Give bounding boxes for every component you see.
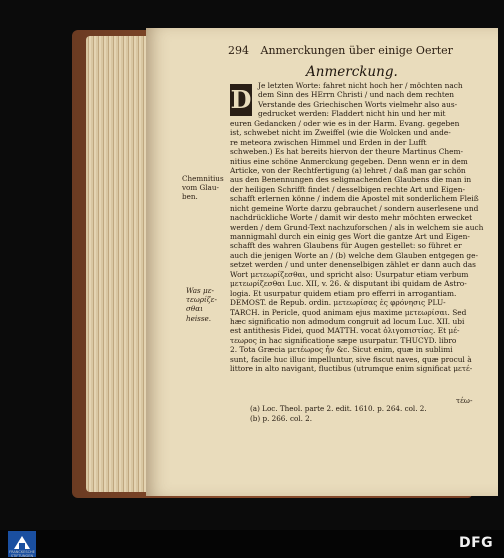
body-line: auch die jenigen Worte an / (b) welche dem Glauben entgegen ge- (230, 250, 479, 260)
margin-note-line: vom Glau- (182, 183, 219, 193)
body-line: werden / dem Grund-Text nachzuforschen / als in welchem sie auch (230, 222, 484, 232)
body-line: DEMOST. de Repub. ordin. μετεωρίσας ἐς φρόνησις PLU- (230, 298, 446, 308)
body-line: littore in alto navigant, fluctibus (utrumque enim significat μετέ- (230, 364, 473, 374)
section-title: Anmerckung. (306, 64, 398, 80)
page-edges (86, 36, 148, 492)
body-line: est antithesis Fidei, quod MATTH. vocat ὀλιγοπιστίας. Et μέ- (230, 326, 460, 336)
margin-note-line: Chemnitius (182, 174, 224, 183)
body-line: nicht gemeine Worte darzu gebrauchet / sondern auserlesene und (230, 203, 479, 213)
decorated-initial: D (230, 85, 252, 114)
body-line: dem Sinn des HErrn Christi / und nach dem rechten (258, 90, 455, 100)
running-head-text: Anmerckungen über einige Oerter (260, 44, 453, 57)
dfg-logo: DFG (459, 535, 494, 551)
margin-note-line: ben. (182, 192, 198, 202)
body-line: re meteora zwischen Himmel und Erden in der Lufft (230, 137, 427, 147)
footnote-a: (a) Loc. Theol. parte 2. edit. 1610. p. 264. col. 2. (250, 404, 427, 413)
body-line: schafft des wahren Glaubens für Augen gestellet: so führet er (230, 241, 462, 251)
body-line: logia. Et usurpatur quidem etiam pro efferri in arrogantiam. (230, 288, 457, 298)
catchword: τέω- (456, 396, 473, 405)
footnotes (250, 404, 427, 424)
body-text (230, 81, 492, 374)
body-line: mannigmahl durch ein einig ges Wort die gantze Art und Eigen- (230, 232, 470, 241)
body-line: euren Gedancken / oder wie es in der Harm. Evang. gegeben (230, 118, 460, 128)
body-line: Je letzten Worte: fahret nicht hoch her / möchten nach (258, 81, 463, 90)
body-line: ist, schwebet nicht im Zweiffel (wie die Wolcken und ande- (230, 128, 451, 138)
library-logo-text: FRANCKESCHE STIFTUNGEN (9, 550, 35, 558)
running-header (228, 44, 453, 57)
body-line: hæc significatio non admodum congruit ad locum Luc. XII. ubi (230, 316, 465, 326)
body-line: TARCH. in Pericle, quod animam ejus maxime μετεωρίσαι. Sed (230, 307, 467, 317)
viewer-footer-bar (0, 530, 504, 558)
body-line: nachdrückliche Worte / damit wir desto mehr möchten erwecket (230, 213, 473, 223)
margin-note-meteorizesthai (186, 286, 230, 323)
footnote-b: (b) p. 266. col. 2. (250, 414, 313, 423)
body-line: Verstande des Griechischen Worts vielmehr also aus- (258, 99, 458, 109)
body-line: Articke, von der Rechtfertigung (a) lehret / daß man gar schön (230, 165, 466, 175)
body-line: gedrucket werden: Fladdert nicht hin und her mit (258, 109, 446, 119)
body-line: τεωρος in hac significatione sæpe usurpatur. THUCYD. libro (230, 335, 457, 345)
body-line: schweben.) Es hat bereits hiervon der theure Martinus Chem- (230, 147, 464, 157)
page-number: 294 (228, 44, 249, 57)
body-line: aus den Benennungen des seligmachenden Glaubens die man in (230, 175, 472, 185)
body-line: 2. Tota Græcia μετέωρος ἦν &c. Sicut enim, quæ in sublimi (230, 345, 453, 355)
margin-note-line: Was με- (186, 286, 214, 295)
body-line: sunt, facile huc illuc impelluntur, sive fiscut naves, quæ procul à (230, 354, 472, 364)
body-line: nitius eine schöne Anmerckung gegeben. Denn wenn er in dem (230, 156, 468, 166)
margin-note-line: σθαι heisse. (186, 304, 212, 323)
body-line: der heiligen Schrifft findet / desselbigen rechte Art und Eigen- (230, 184, 465, 194)
body-line: μετεωρίζεσθαι Luc. XII, v. 26. & disputant ibi quidam de Astro- (230, 279, 467, 289)
body-line: schafft erlernen könne / indem die Apostel mit sonderlichem Fleiß (230, 194, 479, 204)
body-line: setzet werden / und unter denenselbigen zählet er dann auch das (230, 260, 476, 270)
margin-note-line: τεωρίζε- (186, 295, 217, 305)
body-line: Wort μετεωρίζεσθαι, und spricht also: Usurpatur etiam verbum (230, 269, 469, 279)
margin-note-chemnitius (182, 174, 228, 202)
